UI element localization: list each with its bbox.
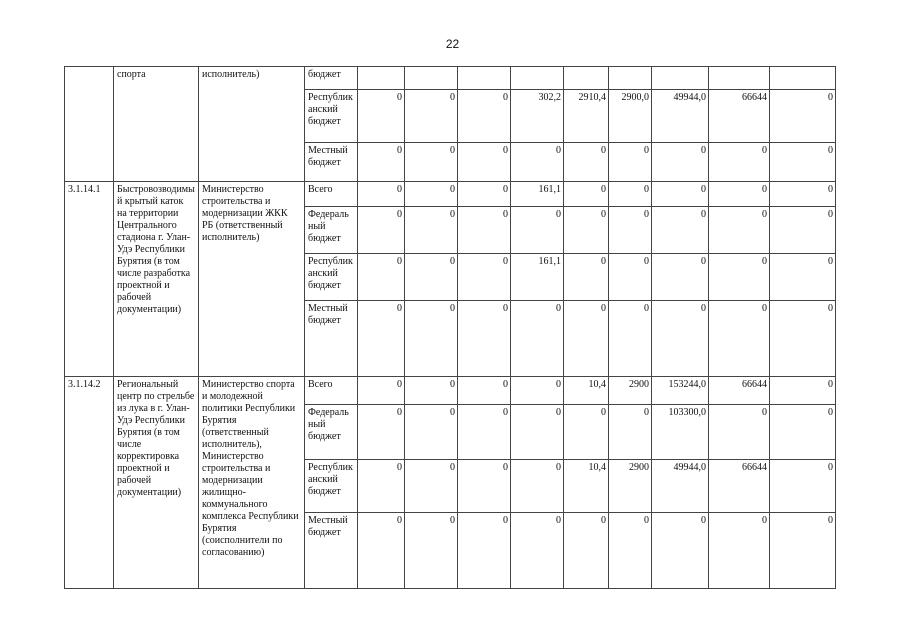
value-cell: 0 (609, 405, 652, 460)
value-cell (358, 67, 405, 90)
value-cell: 0 (458, 377, 511, 405)
page-number: 22 (445, 37, 460, 51)
funding-source-cell: Местный бюджет (305, 513, 358, 589)
value-cell: 0 (405, 90, 458, 143)
value-cell: 0 (564, 207, 609, 254)
value-cell: 0 (358, 460, 405, 513)
value-cell: 0 (358, 182, 405, 207)
value-cell: 0 (405, 460, 458, 513)
funding-source-cell: Местный бюджет (305, 143, 358, 182)
value-cell: 161,1 (511, 254, 564, 301)
code-cell: 3.1.14.2 (65, 377, 114, 589)
value-cell (405, 67, 458, 90)
value-cell: 66644 (709, 377, 770, 405)
value-cell: 2900 (609, 460, 652, 513)
value-cell: 0 (458, 513, 511, 589)
value-cell: 10,4 (564, 377, 609, 405)
value-cell: 49944,0 (652, 460, 709, 513)
funding-source-cell: бюджет (305, 67, 358, 90)
value-cell: 0 (609, 513, 652, 589)
value-cell: 0 (770, 405, 836, 460)
value-cell (458, 67, 511, 90)
value-cell: 0 (770, 513, 836, 589)
value-cell: 0 (709, 182, 770, 207)
value-cell: 0 (511, 460, 564, 513)
value-cell: 0 (770, 460, 836, 513)
funding-source-cell: Республиканский бюджет (305, 460, 358, 513)
value-cell: 2900 (609, 377, 652, 405)
value-cell: 0 (652, 207, 709, 254)
value-cell: 0 (609, 301, 652, 377)
value-cell: 0 (652, 301, 709, 377)
value-cell (511, 67, 564, 90)
funding-source-cell: Республиканский бюджет (305, 254, 358, 301)
value-cell: 0 (358, 377, 405, 405)
value-cell: 0 (358, 254, 405, 301)
value-cell: 0 (358, 90, 405, 143)
value-cell: 0 (770, 90, 836, 143)
value-cell: 0 (770, 301, 836, 377)
value-cell: 0 (564, 254, 609, 301)
measure-name-cell: Региональный центр по стрельбе из лука в г. Улан-Удэ Республики Бурятия (в том числе корректировка проектной и рабочей документации) (114, 377, 199, 589)
value-cell: 49944,0 (652, 90, 709, 143)
value-cell: 10,4 (564, 460, 609, 513)
value-cell: 103300,0 (652, 405, 709, 460)
value-cell: 0 (770, 143, 836, 182)
value-cell: 153244,0 (652, 377, 709, 405)
value-cell: 0 (405, 143, 458, 182)
executor-cell: Министерство строительства и модернизации ЖКК РБ (ответственный исполнитель) (199, 182, 305, 377)
value-cell (609, 67, 652, 90)
value-cell: 0 (405, 405, 458, 460)
value-cell: 0 (358, 207, 405, 254)
funding-source-cell: Федеральный бюджет (305, 405, 358, 460)
value-cell: 0 (405, 182, 458, 207)
value-cell (770, 67, 836, 90)
value-cell: 0 (609, 254, 652, 301)
value-cell: 0 (511, 405, 564, 460)
value-cell: 0 (709, 405, 770, 460)
value-cell: 0 (770, 377, 836, 405)
executor-cell: исполнитель) (199, 67, 305, 182)
value-cell: 0 (609, 207, 652, 254)
value-cell (709, 67, 770, 90)
value-cell: 0 (770, 182, 836, 207)
table-row (65, 182, 836, 207)
value-cell: 66644 (709, 90, 770, 143)
value-cell: 302,2 (511, 90, 564, 143)
value-cell: 0 (358, 513, 405, 589)
funding-source-cell: Всего (305, 377, 358, 405)
table-row (65, 67, 836, 90)
value-cell: 0 (405, 254, 458, 301)
value-cell: 0 (609, 143, 652, 182)
value-cell: 0 (564, 143, 609, 182)
funding-source-cell: Всего (305, 182, 358, 207)
value-cell: 0 (358, 405, 405, 460)
measure-name-cell: спорта (114, 67, 199, 182)
value-cell: 0 (458, 460, 511, 513)
value-cell: 0 (652, 182, 709, 207)
value-cell: 0 (458, 405, 511, 460)
value-cell: 2900,0 (609, 90, 652, 143)
value-cell: 0 (511, 143, 564, 182)
value-cell: 0 (358, 301, 405, 377)
value-cell: 0 (405, 207, 458, 254)
value-cell: 0 (609, 182, 652, 207)
value-cell: 0 (564, 182, 609, 207)
value-cell: 0 (709, 207, 770, 254)
value-cell: 0 (564, 301, 609, 377)
executor-cell: Министерство спорта и молодежной политики Республики Бурятия (ответственный исполнитель), Министерство строительства и модернизации жилищно-коммунального комплекса Республики Бурятия (соисполнители по согласованию) (199, 377, 305, 589)
value-cell: 0 (358, 143, 405, 182)
value-cell: 0 (652, 254, 709, 301)
value-cell: 0 (511, 513, 564, 589)
value-cell: 0 (709, 301, 770, 377)
value-cell: 0 (652, 143, 709, 182)
value-cell: 0 (511, 301, 564, 377)
value-cell: 0 (511, 207, 564, 254)
value-cell: 161,1 (511, 182, 564, 207)
value-cell: 0 (458, 301, 511, 377)
funding-source-cell: Местный бюджет (305, 301, 358, 377)
funding-source-cell: Республиканский бюджет (305, 90, 358, 143)
value-cell: 0 (709, 513, 770, 589)
value-cell: 0 (405, 301, 458, 377)
value-cell: 0 (458, 143, 511, 182)
funding-source-cell: Федеральный бюджет (305, 207, 358, 254)
value-cell: 0 (564, 405, 609, 460)
value-cell (564, 67, 609, 90)
measure-name-cell: Быстровозводимый крытый каток на территории Центрального стадиона г. Улан-Удэ Республики Бурятия (в том числе разработка проектной и рабочей документации) (114, 182, 199, 377)
table-row (65, 377, 836, 405)
value-cell: 0 (458, 254, 511, 301)
value-cell: 0 (405, 513, 458, 589)
value-cell: 0 (652, 513, 709, 589)
value-cell: 0 (564, 513, 609, 589)
budget-table (64, 66, 836, 589)
value-cell (652, 67, 709, 90)
code-cell (65, 67, 114, 182)
value-cell: 2910,4 (564, 90, 609, 143)
value-cell: 0 (511, 377, 564, 405)
value-cell: 0 (405, 377, 458, 405)
value-cell: 66644 (709, 460, 770, 513)
code-cell: 3.1.14.1 (65, 182, 114, 377)
value-cell: 0 (458, 90, 511, 143)
value-cell: 0 (770, 254, 836, 301)
value-cell: 0 (458, 182, 511, 207)
value-cell: 0 (709, 254, 770, 301)
value-cell: 0 (709, 143, 770, 182)
value-cell: 0 (770, 207, 836, 254)
value-cell: 0 (458, 207, 511, 254)
